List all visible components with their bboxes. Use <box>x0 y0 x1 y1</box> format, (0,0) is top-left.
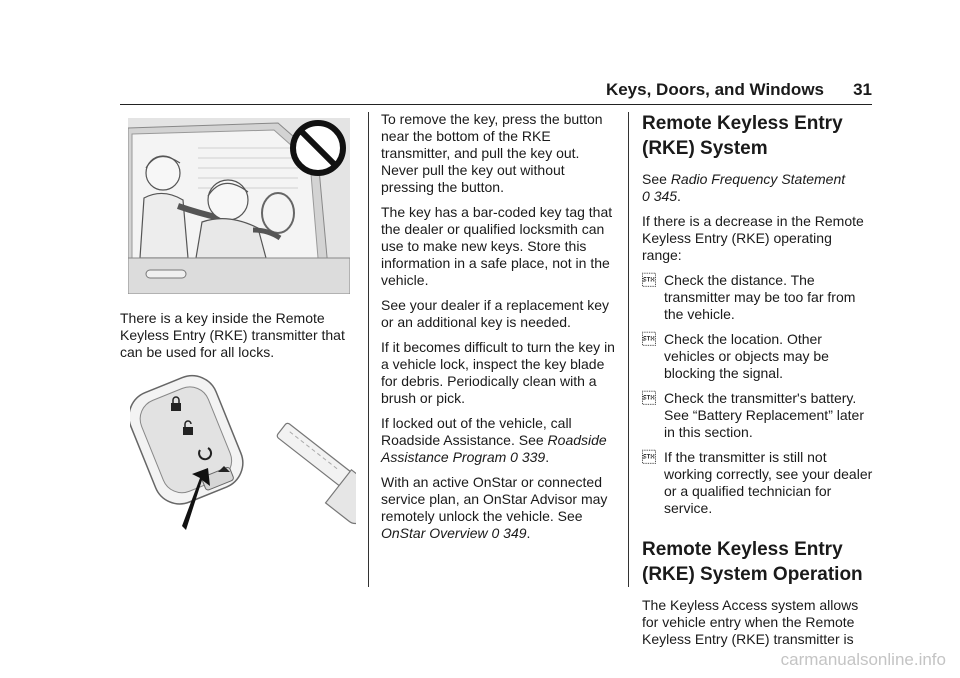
key-tag-paragraph: The key has a bar-coded key tag that the dealer or qualified locksmith can use to make new keys. Store this information in a safe place, not in the vehicle. <box>381 204 613 288</box>
column-3 <box>642 111 874 656</box>
page-ref-symbol: 0 <box>510 449 518 465</box>
page-number: 31 <box>853 80 872 99</box>
key-fob-illustration <box>130 370 356 560</box>
page-header <box>120 80 872 105</box>
bullet-item:  If the transmitter is still not working correctly, see your dealer or a qualified technician for service. <box>642 449 873 516</box>
column-divider-2 <box>628 112 629 587</box>
section-title: Keys, Doors, and Windows <box>605 80 824 99</box>
bullet-mark:  <box>642 331 656 347</box>
remove-key-paragraph: To remove the key, press the button near the bottom of the RKE transmitter, and pull the key out. Never pull the key out without pressing the button. <box>381 111 603 195</box>
column-2 <box>381 111 617 550</box>
bullet-mark:  <box>642 390 656 406</box>
column-1 <box>120 310 356 369</box>
range-intro-paragraph: If there is a decrease in the Remote Keyless Entry (RKE) operating range: <box>642 213 864 263</box>
roadside-assistance-link[interactable]: Roadside Assistance Program <box>381 432 607 465</box>
roadside-page-ref[interactable]: 339 <box>521 449 546 465</box>
locked-out-paragraph: If locked out of the vehicle, call Roadside Assistance. See Roadside Assistance Program 0 339. <box>381 415 607 465</box>
bullet-item:  Check the location. Other vehicles or objects may be blocking the signal. <box>642 331 829 381</box>
keyless-access-paragraph: The Keyless Access system allows for vehicle entry when the Remote Keyless Entry (RKE) transmitter is <box>642 597 859 647</box>
column-divider-1 <box>368 112 369 587</box>
bullet-mark:  <box>642 272 656 288</box>
children-in-car-illustration <box>128 118 350 294</box>
see-radio-paragraph: See Radio Frequency Statement 0 345. <box>642 171 846 204</box>
page-ref-symbol: 0 <box>491 525 500 541</box>
onstar-overview-link[interactable]: OnStar Overview <box>381 525 488 541</box>
rke-system-heading: Remote Keyless Entry (RKE) System <box>642 113 843 159</box>
page-ref-symbol: 0 <box>642 188 650 204</box>
key-inside-paragraph: There is a key inside the Remote Keyless Entry (RKE) transmitter that can be used for all locks. <box>120 310 345 360</box>
onstar-paragraph: With an active OnStar or connected service plan, an OnStar Advisor may remotely unlock the vehicle. See OnStar Overview 0 349. <box>381 474 608 541</box>
onstar-page-ref[interactable]: 349 <box>503 525 527 541</box>
replacement-key-paragraph: See your dealer if a replacement key or an additional key is needed. <box>381 297 610 330</box>
radio-page-ref[interactable]: 345 <box>653 188 678 204</box>
radio-frequency-link[interactable]: Radio Frequency Statement <box>670 171 846 187</box>
no-symbol-icon <box>293 123 343 173</box>
watermark: carmanualsonline.info <box>780 650 946 669</box>
key-blade-paragraph: If it becomes difficult to turn the key in a vehicle lock, inspect the key blade for debris. Periodically clean with a brush or pick. <box>381 339 615 406</box>
bullet-mark:  <box>642 449 656 465</box>
bullet-item:  Check the distance. The transmitter may be too far from the vehicle. <box>642 272 856 322</box>
rke-operation-heading: Remote Keyless Entry (RKE) System Operation <box>642 539 863 585</box>
bullet-item:  Check the transmitter's battery. See “Battery Replacement” later in this section. <box>642 390 864 440</box>
